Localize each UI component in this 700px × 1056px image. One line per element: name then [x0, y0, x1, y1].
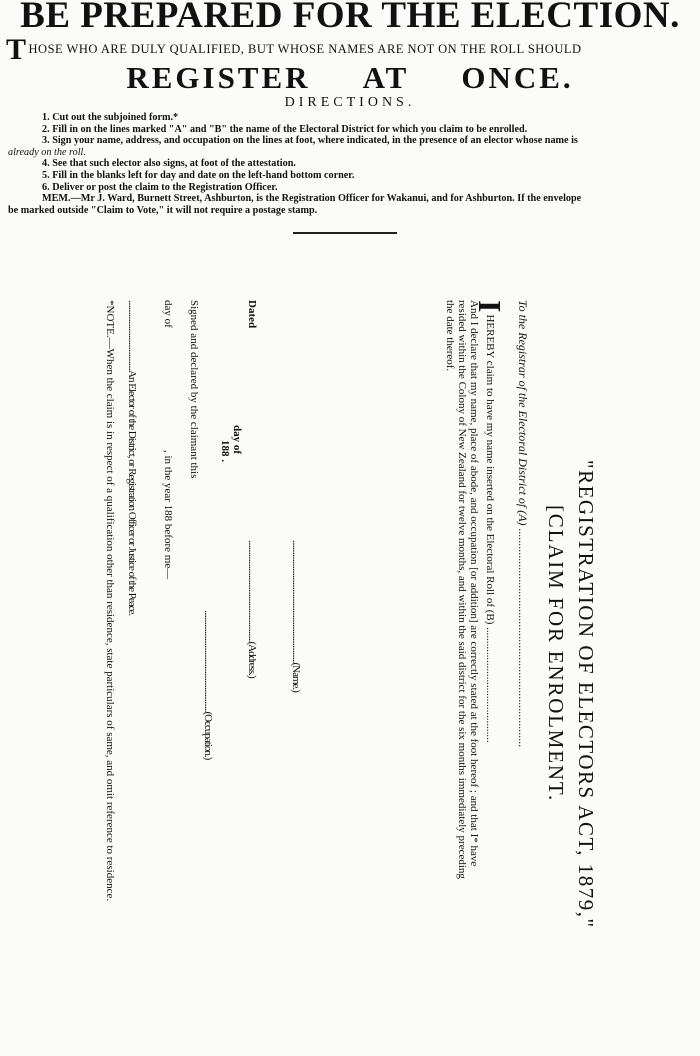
intro-text: HOSE WHO ARE DULY QUALIFIED, BUT WHOSE NAMES ARE NOT ON THE ROLL SHOULD: [28, 42, 582, 56]
claim-form-rotated: [98, 300, 598, 1020]
form-year: 188 .: [219, 440, 231, 462]
form-name-field: ......................................................................(Name.): [290, 540, 302, 692]
direction-item: [8, 147, 698, 159]
direction-item: 3. Sign your name, address, and occupation on the lines at foot, where indicated, in the presence of an elector whose name is: [42, 135, 578, 147]
form-declaration: resided within the Colony of New Zealand for twelve months, and within the said district for the six months immediately preceding: [456, 300, 468, 879]
form-note: *NOTE.—When the claim is in respect of a qualification other than residence, state particulars of same, and omit reference to residence.: [104, 300, 116, 902]
direction-memo: be marked outside "Claim to Vote," it will not require a postage stamp.: [8, 204, 318, 216]
register-word-1: REGISTER: [126, 60, 311, 95]
direction-item: 1. Cut out the subjoined form.*: [42, 112, 179, 123]
divider-rule: [293, 232, 397, 234]
direction-item-italic: already on the roll.: [8, 146, 86, 158]
register-word-3: ONCE.: [461, 60, 574, 95]
headline: BE PREPARED FOR THE ELECTION.: [20, 0, 680, 36]
form-address-field: ..........................................................(Address.): [246, 540, 258, 678]
direction-item: 6. Deliver or post the claim to the Registration Officer.: [42, 181, 278, 193]
form-declaration: the date thereof.: [444, 300, 456, 372]
direction-memo: MEM.—Mr J. Ward, Burnett Street, Ashburton, is the Registration Officer for Wakanui, and for Ashburton. If the envelope: [42, 193, 582, 205]
intro-dropcap: T: [6, 33, 27, 66]
direction-item: 4. See that such elector also signs, at foot of the attestation.: [42, 158, 296, 170]
form-occupation-field: ..........................................................(Occupation.): [202, 610, 214, 760]
form-dated-label: Dated: [246, 300, 258, 329]
form-title: "REGISTRATION OF ELECTORS ACT, 1879,": [574, 460, 598, 929]
form-subtitle: [CLAIM FOR ENROLMENT.: [544, 505, 568, 802]
form-to-registrar: To the Registrar of the Electoral District of (A) .........................................................................: [516, 300, 530, 748]
form-signed-line: Signed and declared by the claimant this: [188, 300, 200, 479]
form-declaration: And I declare that my name, place of abode, and occupation [or addition] are correctly stated at the foot hereof ; and that I* have: [468, 300, 480, 867]
form-day-of-2: day of: [162, 300, 174, 328]
form-in-year: , in the year 188 before me—: [162, 450, 174, 580]
form-day-of: day of: [231, 425, 243, 455]
direction-item: 2. Fill in on the lines marked "A" and "B" the name of the Electoral District for which you claim to be enrolled.: [42, 123, 528, 135]
form-elector-line: ........................................An Elector of the District, or Registration Officer or Justice of the Peace.: [126, 300, 138, 616]
register-word-2: AT: [362, 60, 410, 95]
register-banner: [0, 60, 700, 96]
directions-list: [8, 112, 698, 216]
directions-title: DIRECTIONS.: [284, 95, 416, 110]
direction-item: 5. Fill in the blanks left for day and date on the left-hand bottom corner.: [42, 169, 355, 181]
form-claim-text: HEREBY claim to have my name inserted on the Electoral Roll of (B) ..........................................: [484, 314, 496, 743]
form-claim-cap: I: [472, 300, 508, 313]
